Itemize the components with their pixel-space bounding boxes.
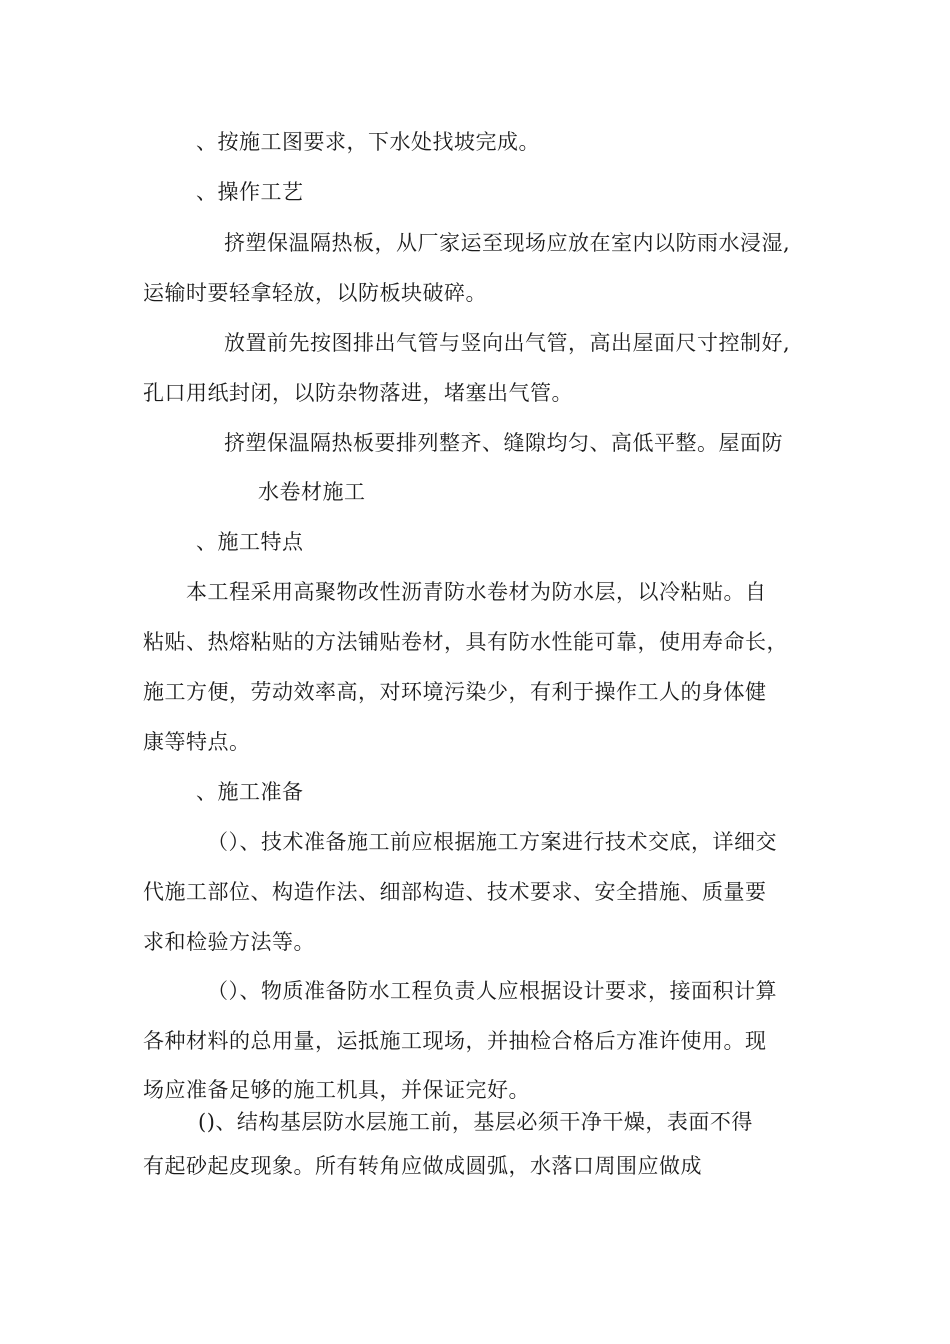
text-line: 康等特点。 (143, 730, 251, 754)
text-line: 挤塑保温隔热板要排列整齐、缝隙均匀、高低平整。屋面防 (224, 431, 783, 455)
section-heading: 、操作工艺 (196, 180, 304, 204)
text-line: 代施工部位、构造作法、细部构造、技术要求、安全措施、质量要 (143, 880, 767, 904)
section-heading: 水卷材施工 (258, 480, 366, 504)
text-line: 场应准备足够的施工机具，并保证完好。 (143, 1078, 530, 1102)
text-line: 本工程采用高聚物改性沥青防水卷材为防水层，以冷粘贴。自 (186, 580, 767, 604)
text-line: 、按施工图要求，下水处找坡完成。 (196, 130, 540, 154)
text-line: （）、技术准备施工前应根据施工方案进行技术交底，详细交 (207, 830, 777, 854)
text-line: 放置前先按图排出气管与竖向出气管，高出屋面尺寸控制好, (224, 331, 791, 355)
text-line: 挤塑保温隔热板，从厂家运至现场应放在室内以防雨水浸湿, (224, 231, 791, 255)
text-line: 粘贴、热熔粘贴的方法铺贴卷材，具有防水性能可靠，使用寿命长， (143, 630, 788, 654)
text-line: 施工方便，劳动效率高，对环境污染少，有利于操作工人的身体健 (143, 680, 767, 704)
text-line: 求和检验方法等。 (143, 930, 315, 954)
text-line: 各种材料的总用量，运抵施工现场，并抽检合格后方准许使用。现 (143, 1029, 767, 1053)
section-heading: 、施工准备 (196, 780, 304, 804)
text-line: ()、结构基层防水层施工前，基层必须干净干燥，表面不得 (198, 1110, 753, 1134)
text-line: 孔口用纸封闭，以防杂物落进，堵塞出气管。 (143, 381, 573, 405)
text-line: （）、物质准备防水工程负责人应根据设计要求，接面积计算 (207, 979, 777, 1003)
section-heading: 、施工特点 (196, 530, 304, 554)
text-line: 有起砂起皮现象。所有转角应做成圆弧，水落口周围应做成 (143, 1154, 702, 1178)
text-line: 运输时要轻拿轻放，以防板块破碎。 (143, 281, 487, 305)
